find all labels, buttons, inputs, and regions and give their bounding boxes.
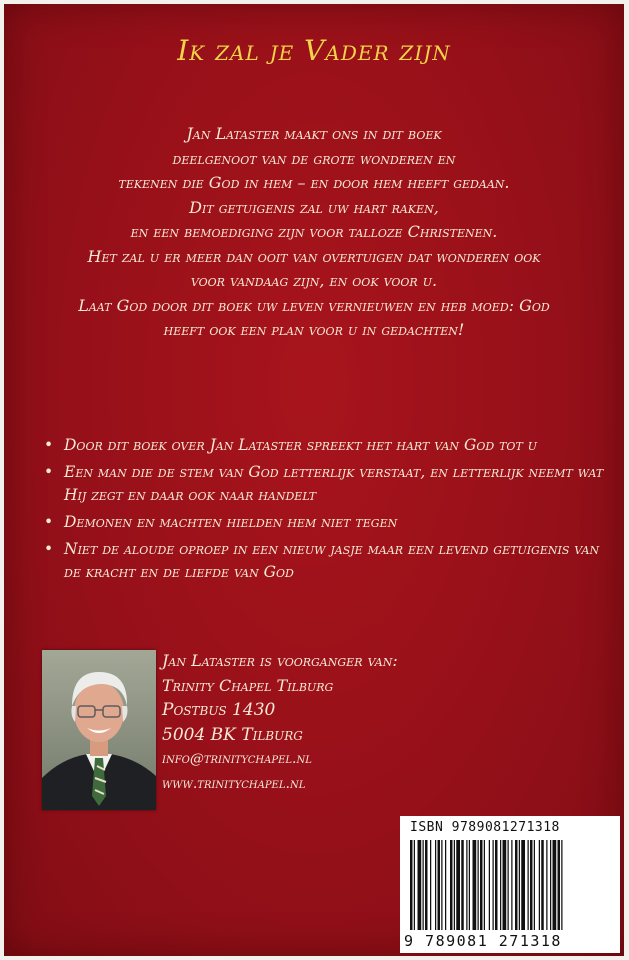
- blurb-line: Jan Lataster maakt ons in dit boek: [186, 124, 442, 143]
- list-item: [44, 538, 614, 584]
- blurb-line: heeft ook een plan voor u in gedachten!: [163, 320, 465, 339]
- book-title: Ik zal je Vader zijn: [177, 34, 451, 67]
- blurb-line: en een bemoediging zijn voor talloze Christenen.: [130, 222, 498, 241]
- bullet-list: [44, 434, 614, 588]
- author-portrait-icon: [42, 650, 156, 810]
- blurb-line: tekenen die God in hem – en door hem heeft gedaan.: [118, 173, 510, 192]
- barcode-panel: [400, 816, 620, 953]
- contact-info: [162, 649, 398, 796]
- blurb-line: deelgenoot van de grote wonderen en: [172, 148, 456, 168]
- bullet-text: Niet de aloude oproep in een nieuw jasje maar een levend getuigenis van de kracht en de liefde van God: [64, 540, 600, 581]
- blurb: [34, 122, 594, 343]
- po-box: Postbus 1430: [162, 700, 276, 720]
- bullet-text: Door dit boek over Jan Lataster spreekt het hart van God tot u: [64, 436, 537, 454]
- bullet-text: Een man die de stem van God letterlijk verstaat, en letterlijk neemt wat Hij zegt en daar ook naar handelt: [64, 463, 604, 504]
- bullet-icon: •: [44, 513, 54, 531]
- email-address[interactable]: info@trinitychapel.nl: [162, 751, 312, 767]
- author-photo: [42, 650, 156, 810]
- list-item: [44, 461, 614, 507]
- blurb-line: Dit getuigenis zal uw hart raken,: [189, 197, 439, 217]
- blurb-line: Het zal u er meer dan ooit van overtuigen dat wonderen ook: [87, 246, 541, 266]
- bullet-icon: •: [44, 540, 54, 558]
- organization-name: Trinity Chapel Tilburg: [162, 675, 334, 695]
- website-link[interactable]: www.trinitychapel.nl: [162, 775, 306, 792]
- isbn-digits: 9 789081 271318: [404, 932, 562, 950]
- book-back-cover: [4, 4, 624, 956]
- isbn-label: ISBN 9789081271318: [410, 820, 560, 835]
- list-item: [44, 434, 614, 457]
- bullet-icon: •: [44, 463, 54, 481]
- author-intro: Jan Lataster is voorganger van:: [162, 651, 398, 670]
- blurb-line: Laat God door dit boek uw leven vernieuwen en heb moed: God: [78, 295, 550, 315]
- postcode-city: 5004 BK Tilburg: [162, 724, 303, 745]
- list-item: [44, 511, 614, 534]
- bullet-text: Demonen en machten hielden hem niet tegen: [64, 513, 398, 531]
- bullet-icon: •: [44, 436, 54, 454]
- blurb-line: voor vandaag zijn, en ook voor u.: [190, 271, 438, 290]
